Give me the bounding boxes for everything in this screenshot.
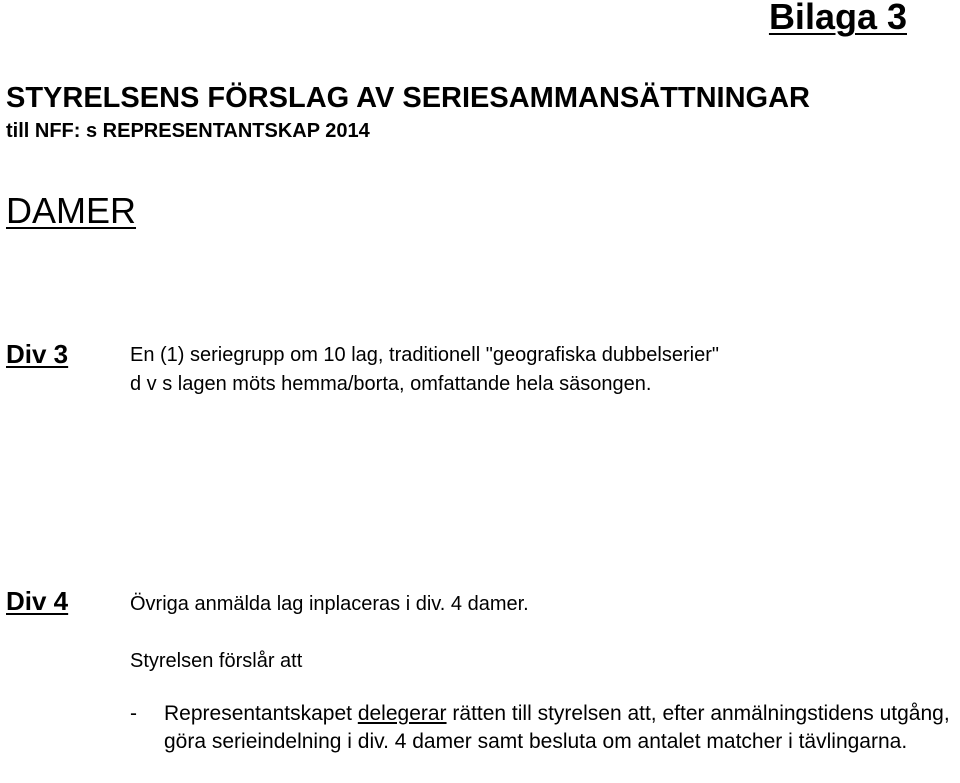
- proposal-item-start: Representantskapet: [164, 702, 352, 725]
- proposal-item-end: rätten till styrelsen att, efter anmälningstidens utgång, göra serieindelning i div. 4 damer samt besluta om antalet matcher i tävlingarna.: [164, 702, 950, 753]
- div4-label: Div 4: [6, 586, 69, 616]
- div3-description: [130, 341, 719, 399]
- document-subtitle: till NFF: s REPRESENTANTSKAP 2014: [6, 120, 370, 142]
- proposal-item: [164, 700, 959, 756]
- document-title: STYRELSENS FÖRSLAG AV SERIESAMMANSÄTTNINGAR: [6, 82, 810, 114]
- div3-description-line-2: d v s lagen möts hemma/borta, omfattande hela säsongen.: [130, 373, 652, 395]
- appendix-label: Bilaga 3: [768, 0, 907, 37]
- proposal-intro: Styrelsen förslår att: [130, 650, 303, 672]
- div3-description-line-1: En (1) seriegrupp om 10 lag, traditionell "geografiska dubbelserier": [130, 344, 719, 366]
- section-heading-damer: DAMER: [6, 190, 137, 231]
- div4-description: Övriga anmälda lag inplaceras i div. 4 damer.: [130, 593, 529, 615]
- div3-label: Div 3: [6, 339, 69, 369]
- proposal-item-underlined: delegerar: [357, 702, 447, 725]
- bullet-marker: -: [130, 702, 137, 725]
